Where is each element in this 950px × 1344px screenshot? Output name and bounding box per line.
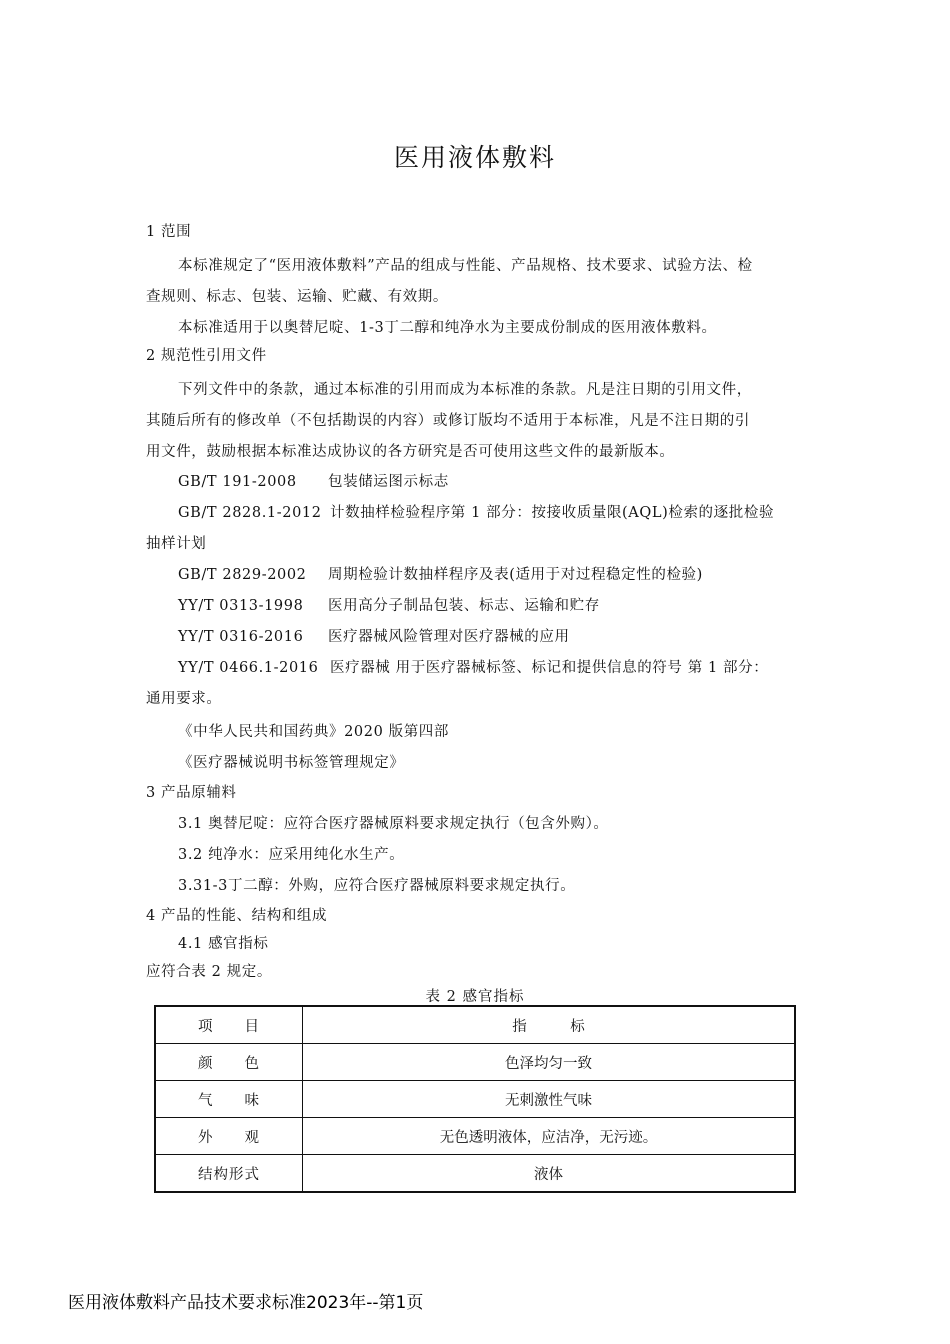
reference-code: YY/T 0313-1998 [178,598,304,614]
table-row [155,1118,795,1155]
item-cell: 颜 色 [155,1044,303,1081]
index-cell: 无色透明液体，应洁净，无污迹。 [303,1118,796,1155]
document-title: 医用液体敷料 [393,143,556,172]
reference-code: YY/T 0466.1-2016 [178,660,319,676]
paragraph-line: 其随后所有的修改单（不包括勘误的内容）或修订版均不适用于本标准，凡是不注日期的引 [146,413,750,429]
reference-code: GB/T 2829-2002 [178,567,307,583]
item-cell: 项 目 [155,1006,303,1044]
sensory-index-table [154,1005,796,1193]
reference-title: 周期检验计数抽样程序及表(适用于对过程稳定性的检验) [328,567,703,583]
paragraph-line: 3.2 纯净水：应采用纯化水生产。 [178,847,405,863]
table-row [155,1155,795,1193]
reference-item [178,501,774,522]
reference-item [178,470,449,491]
paragraph-line: 《中华人民共和国药典》2020 版第四部 [178,724,450,740]
paragraph-line: 下列文件中的条款，通过本标准的引用而成为本标准的条款。凡是注日期的引用文件， [178,382,752,398]
reference-item [178,594,600,615]
reference-code: YY/T 0316-2016 [178,629,304,645]
paragraph-line: 《医疗器械说明书标签管理规定》 [178,755,405,771]
item-cell: 外 观 [155,1118,303,1155]
table-row [155,1044,795,1081]
page-footer: 医用液体敷料产品技术要求标准2023年--第1页 [68,1293,424,1313]
paragraph-line: 3 产品原辅料 [146,785,237,801]
table-caption: 表 2 感官指标 [425,989,525,1005]
reference-title: 包装储运图示标志 [328,474,449,490]
reference-item [178,625,570,646]
table-header-row [155,1006,795,1044]
paragraph-line: 本标准规定了“医用液体敷料”产品的组成与性能、产品规格、技术要求、试验方法、检 [178,258,753,274]
paragraph-line: 用文件，鼓励根据本标准达成协议的各方研究是否可使用这些文件的最新版本。 [146,444,675,460]
reference-item [178,656,768,677]
paragraph-line: 应符合表 2 规定。 [146,964,272,980]
paragraph-line: 2 规范性引用文件 [146,348,267,364]
paragraph-line: 查规则、标志、包装、运输、贮藏、有效期。 [146,289,448,305]
reference-title: 计数抽样检验程序第 1 部分：按接收质量限(AQL)检索的逐批检验 [330,505,775,521]
index-cell: 液体 [303,1155,796,1193]
reference-title: 医用高分子制品包装、标志、运输和贮存 [328,598,600,614]
paragraph-line: 3.1 奥替尼啶：应符合医疗器械原料要求规定执行（包含外购）。 [178,816,609,832]
reference-code: GB/T 2828.1-2012 [178,505,322,521]
index-cell: 指 标 [303,1006,796,1044]
paragraph-line: 本标准适用于以奥替尼啶、1-3丁二醇和纯净水为主要成份制成的医用液体敷料。 [178,320,717,336]
paragraph-line: 4.1 感官指标 [178,936,269,952]
paragraph-line: 抽样计划 [146,536,207,552]
item-cell: 气 味 [155,1081,303,1118]
index-cell: 无刺激性气味 [303,1081,796,1118]
reference-title: 医疗器械风险管理对医疗器械的应用 [328,629,570,645]
paragraph-line: 1 范围 [146,224,192,240]
reference-item [178,563,703,584]
table-row [155,1081,795,1118]
index-cell: 色泽均匀一致 [303,1044,796,1081]
item-cell: 结构形式 [155,1155,303,1193]
reference-code: GB/T 191-2008 [178,474,297,490]
reference-title: 医疗器械 用于医疗器械标签、标记和提供信息的符号 第 1 部分： [330,660,769,676]
paragraph-line: 3.31-3丁二醇：外购，应符合医疗器械原料要求规定执行。 [178,878,576,894]
paragraph-line: 4 产品的性能、结构和组成 [146,908,328,924]
paragraph-line: 通用要求。 [146,691,222,707]
